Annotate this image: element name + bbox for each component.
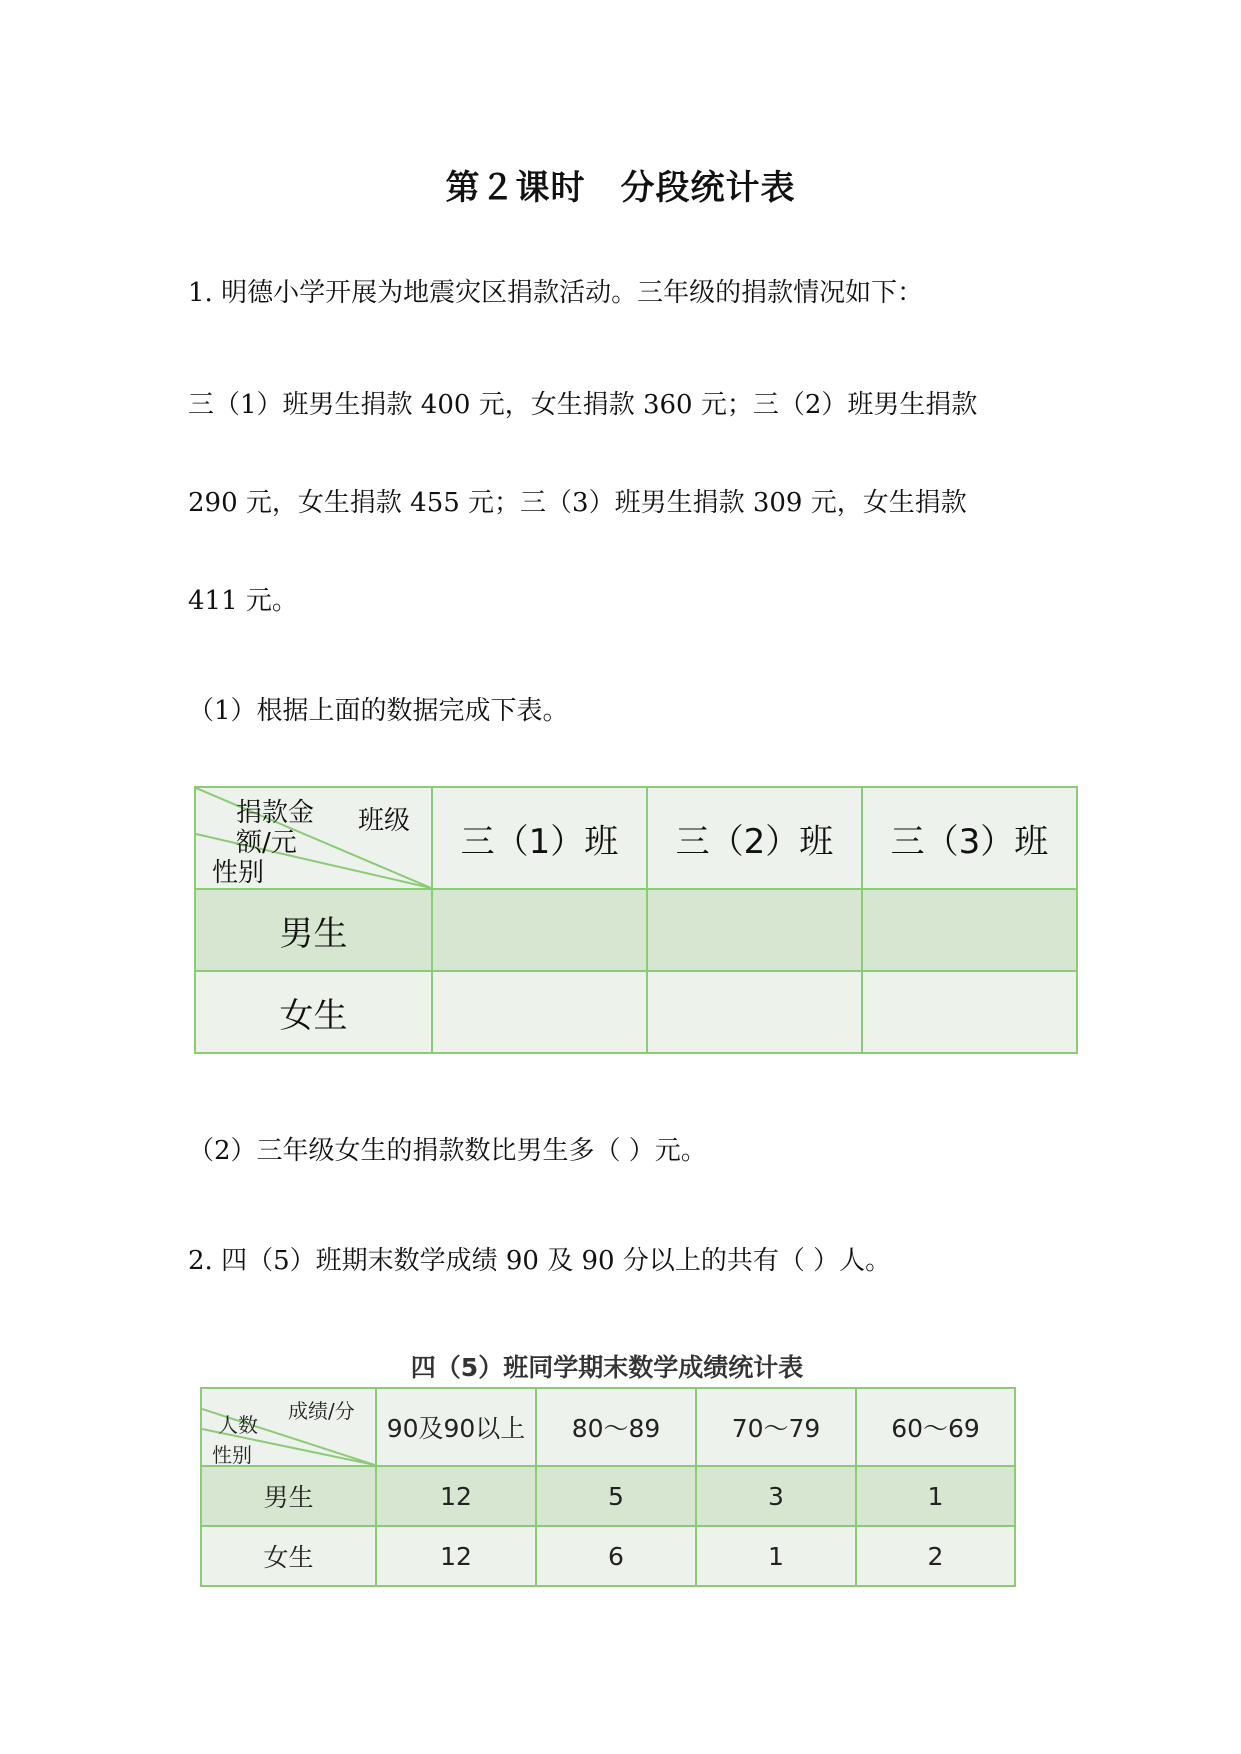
corner-amount-unit-label: 额/元: [236, 828, 297, 858]
answer-cell[interactable]: [432, 971, 647, 1053]
answer-cell[interactable]: [862, 971, 1077, 1053]
question-1-data-line-2: 290 元，女生捐款 455 元；三（3）班男生捐款 309 元，女生捐款: [188, 488, 967, 518]
answer-cell[interactable]: [862, 889, 1077, 971]
row-header: 女生: [201, 1526, 376, 1586]
table-cell: 12: [376, 1466, 536, 1526]
column-header: 三（2）班: [647, 787, 862, 889]
table-cell: 3: [696, 1466, 856, 1526]
table-row: [201, 1526, 1015, 1586]
question-1-data-line-1: 三（1）班男生捐款 400 元，女生捐款 360 元；三（2）班男生捐款: [188, 390, 978, 420]
table-row: [195, 889, 1077, 971]
table-cell: 6: [536, 1526, 696, 1586]
question-1-sub-1: （1）根据上面的数据完成下表。: [188, 696, 569, 726]
corner-score-label: 成绩/分: [288, 1399, 355, 1423]
table-cell: 1: [696, 1526, 856, 1586]
donation-table-corner-header: [195, 787, 432, 889]
corner-amount-label: 捐款金: [236, 798, 315, 828]
donation-table: [194, 786, 1078, 1054]
question-2-text: 2. 四（5）班期末数学成绩 90 及 90 分以上的共有（ ）人。: [188, 1246, 892, 1276]
row-header: 男生: [201, 1466, 376, 1526]
table-cell: 1: [856, 1466, 1015, 1526]
table-cell: 5: [536, 1466, 696, 1526]
row-header: 男生: [195, 889, 432, 971]
table-cell: 12: [376, 1526, 536, 1586]
column-header: 90及90以上: [376, 1388, 536, 1466]
question-1-sub-2: （2）三年级女生的捐款数比男生多（ ）元。: [188, 1136, 707, 1166]
table-caption: 四（5）班同学期末数学成绩统计表: [410, 1353, 804, 1382]
corner-gender-label: 性别: [212, 858, 265, 888]
table-row: [201, 1466, 1015, 1526]
corner-count-label: 人数: [218, 1413, 258, 1437]
score-table: [200, 1387, 1016, 1587]
column-header: 60～69: [856, 1388, 1015, 1466]
question-1-text: 1. 明德小学开展为地震灾区捐款活动。三年级的捐款情况如下：: [188, 278, 924, 308]
row-header: 女生: [195, 971, 432, 1053]
corner-gender-label: 性别: [212, 1443, 252, 1466]
column-header: 三（3）班: [862, 787, 1077, 889]
column-header: 三（1）班: [432, 787, 647, 889]
table-row: [195, 971, 1077, 1053]
column-header: 80～89: [536, 1388, 696, 1466]
column-header: 70～79: [696, 1388, 856, 1466]
answer-cell[interactable]: [432, 889, 647, 971]
score-table-corner-header: [201, 1388, 376, 1466]
question-1-data-line-3: 411 元。: [188, 586, 298, 616]
answer-cell[interactable]: [647, 889, 862, 971]
table-cell: 2: [856, 1526, 1015, 1586]
answer-cell[interactable]: [647, 971, 862, 1053]
corner-class-label: 班级: [358, 806, 411, 836]
page-title: 第２课时 分段统计表: [445, 168, 796, 208]
